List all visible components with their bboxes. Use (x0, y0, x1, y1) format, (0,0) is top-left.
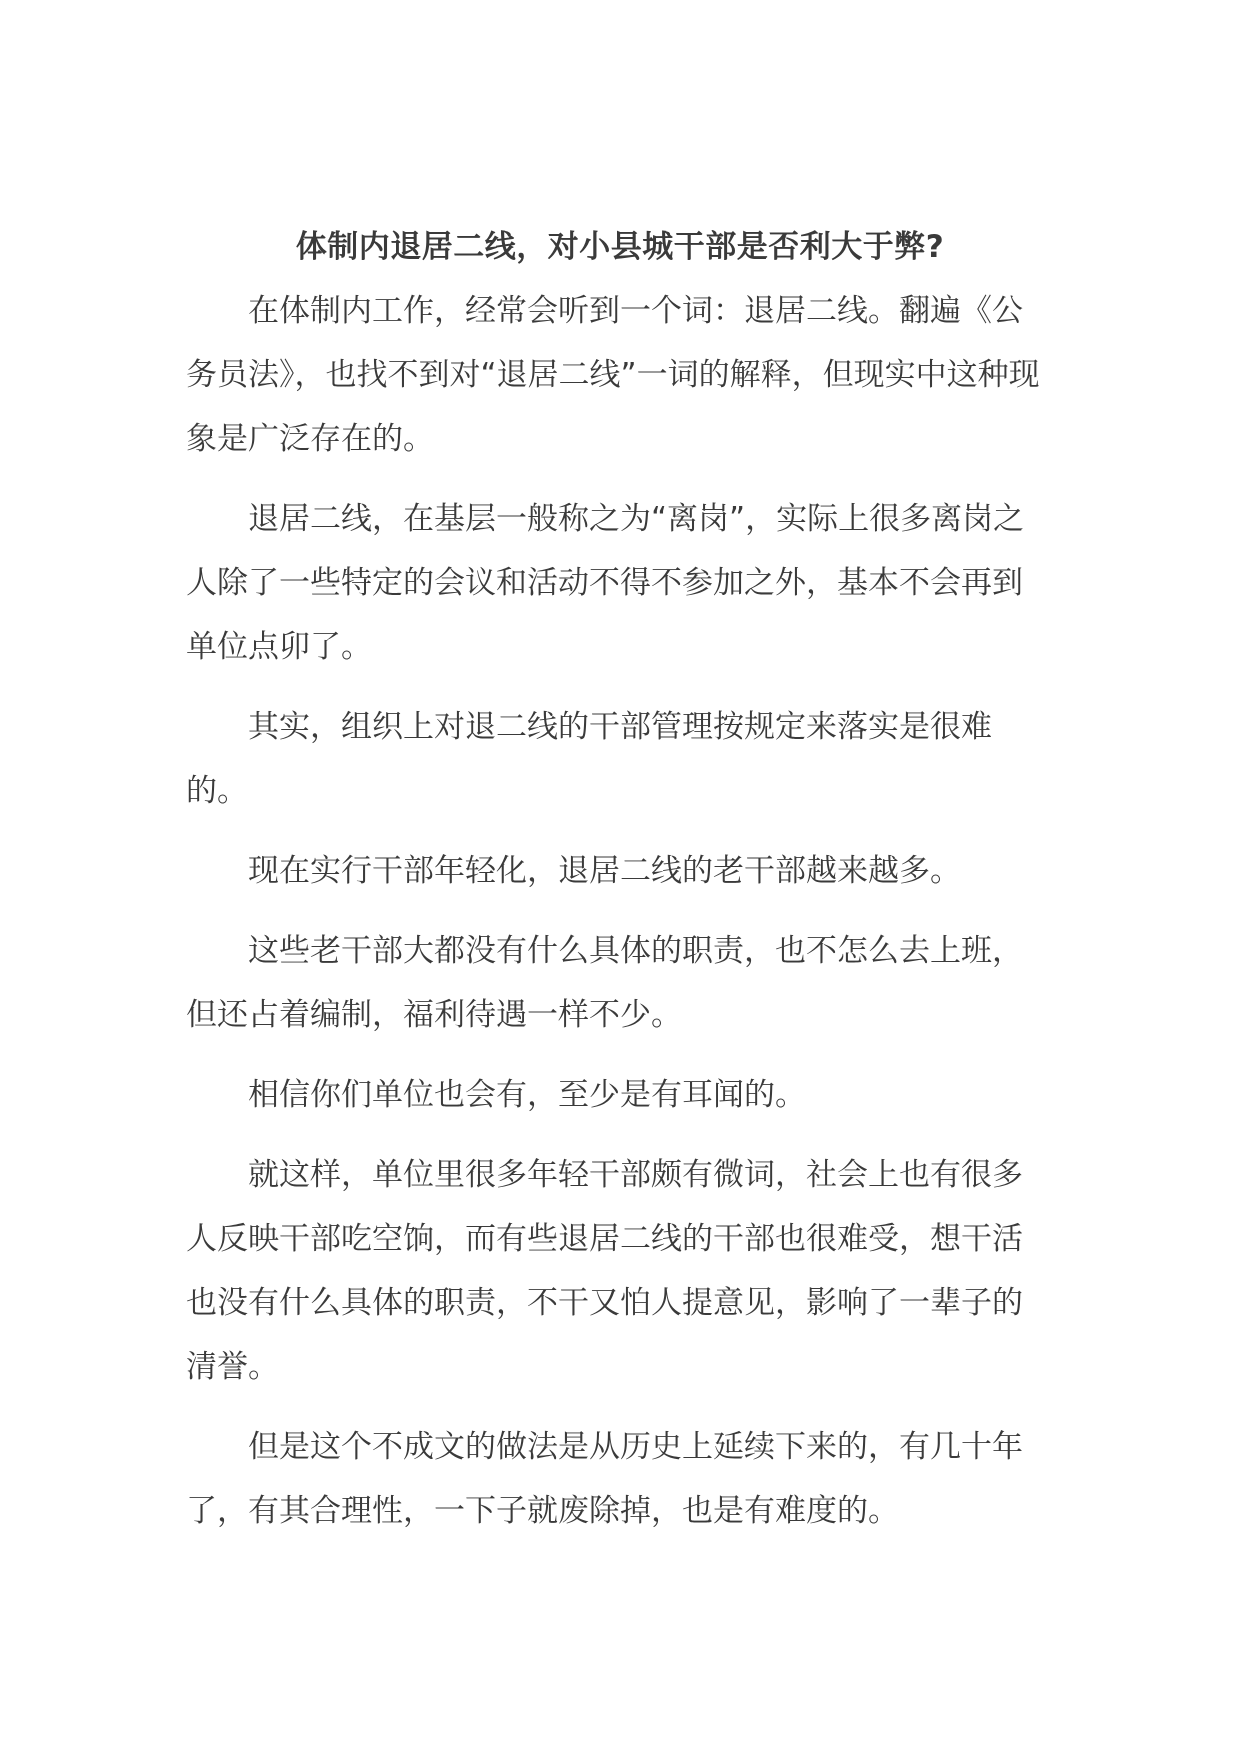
paragraph-3: 其实，组织上对退二线的干部管理按规定来落实是很难的。 (186, 709, 992, 809)
paragraph-5: 这些老干部大都没有什么具体的职责，也不怎么去上班，但还占着编制，福利待遇一样不少。 (186, 933, 1023, 1033)
paragraph-6: 相信你们单位也会有，至少是有耳闻的。 (248, 1077, 806, 1113)
paragraph-4: 现在实行干部年轻化，退居二线的老干部越来越多。 (248, 853, 961, 889)
paragraph-1: 在体制内工作，经常会听到一个词：退居二线。翻遍《公务员法》，也找不到对“退居二线”一词的解释，但现实中这种现象是广泛存在的。 (186, 293, 1040, 457)
paragraph-2: 退居二线，在基层一般称之为“离岗”，实际上很多离岗之人除了一些特定的会议和活动不得不参加之外，基本不会再到单位点卯了。 (186, 501, 1025, 665)
paragraph-7: 就这样，单位里很多年轻干部颇有微词，社会上也有很多人反映干部吃空饷，而有些退居二线的干部也很难受，想干活也没有什么具体的职责，不干又怕人提意见，影响了一辈子的清誉。 (186, 1157, 1023, 1385)
document-body (186, 279, 1046, 1559)
paragraph-8: 但是这个不成文的做法是从历史上延续下来的，有几十年了，有其合理性，一下子就废除掉，也是有难度的。 (186, 1429, 1023, 1529)
document-title: 体制内退居二线，对小县城干部是否利大于弊? (295, 228, 945, 265)
